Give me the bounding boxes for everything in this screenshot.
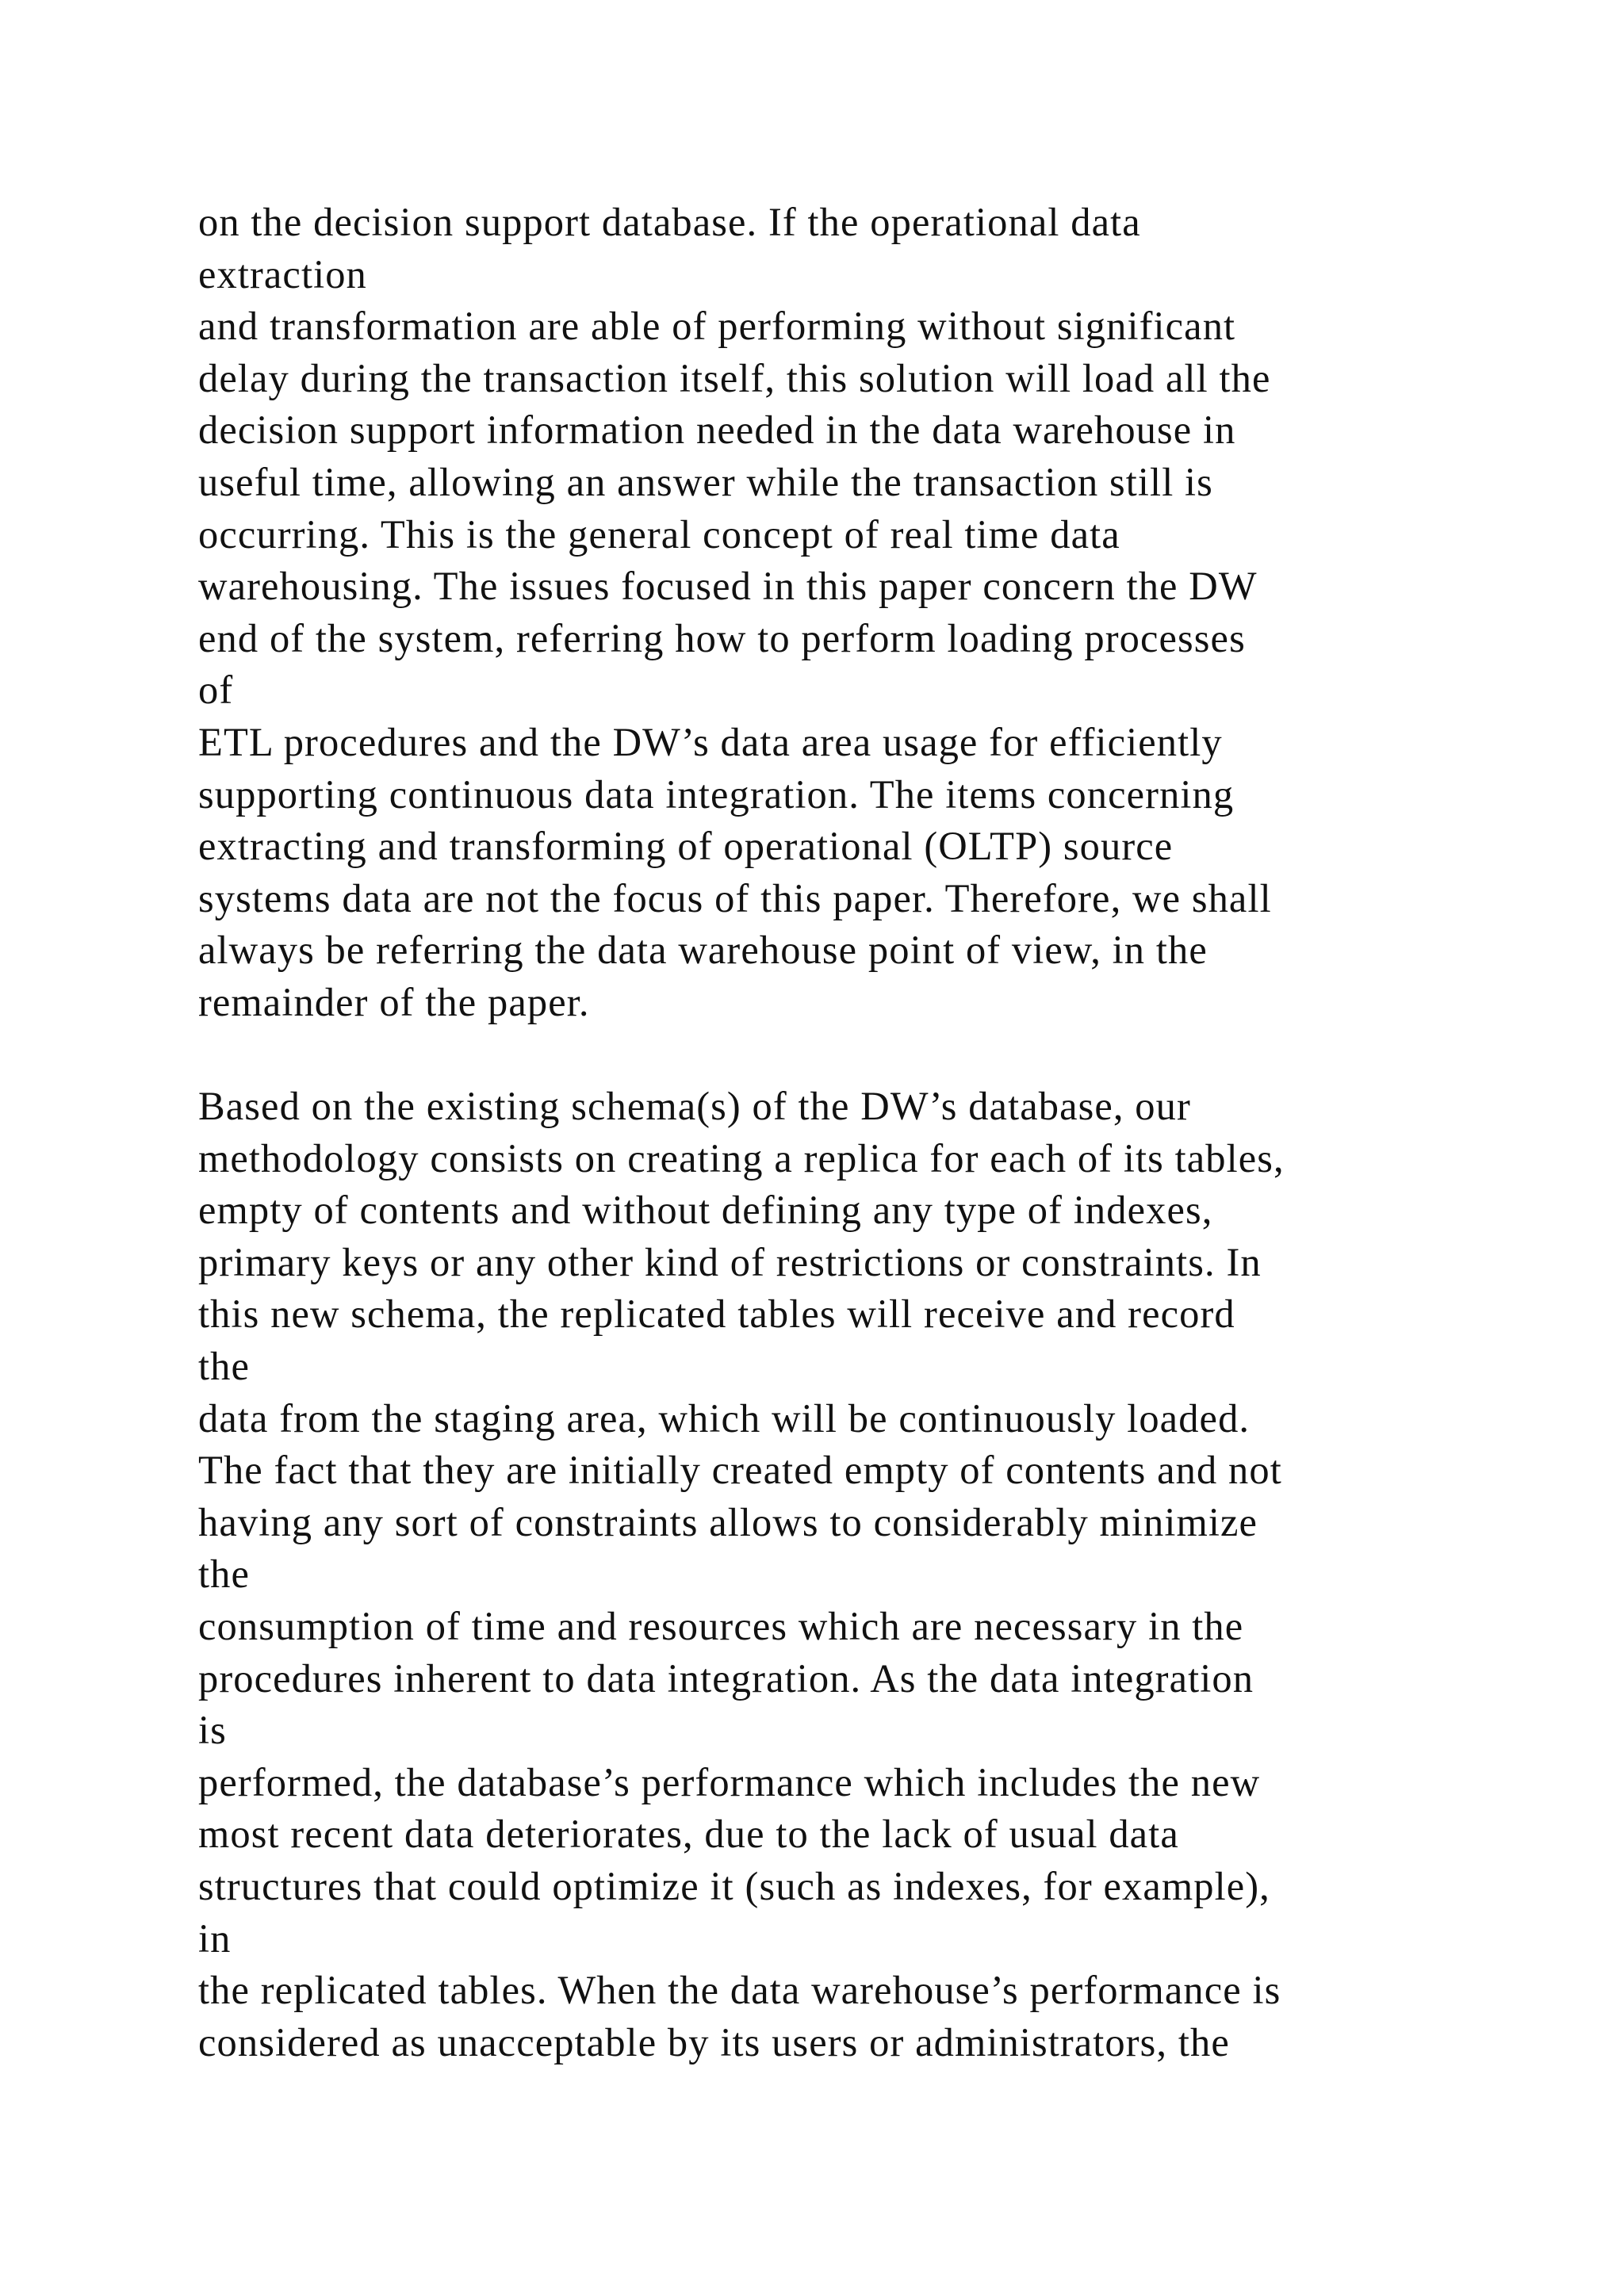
text-line: the — [198, 1344, 250, 1389]
paragraph — [198, 1081, 1594, 2068]
text-line: The fact that they are initially created empty of contents and not — [198, 1448, 1282, 1493]
text-line: having any sort of constraints allows to considerably minimize — [198, 1499, 1258, 1544]
text-line: empty of contents and without defining any type of indexes, — [198, 1188, 1213, 1233]
text-line: extracting and transforming of operational (OLTP) source — [198, 824, 1174, 869]
text-line: is — [198, 1708, 227, 1753]
text-line: on the decision support database. If the operational data — [198, 200, 1141, 244]
text-line: considered as unacceptable by its users or administrators, the — [198, 2019, 1230, 2064]
paragraph-gap — [198, 1029, 1594, 1081]
text-line: supporting continuous data integration. The items concerning — [198, 771, 1235, 817]
text-line: primary keys or any other kind of restrictions or constraints. In — [198, 1239, 1262, 1284]
text-line: performed, the database’s performance which includes the new — [198, 1759, 1261, 1804]
text-line: this new schema, the replicated tables will receive and record — [198, 1292, 1235, 1337]
text-line: ETL procedures and the DW’s data area usage for efficiently — [198, 719, 1223, 764]
text-line: always be referring the data warehouse point of view, in the — [198, 928, 1208, 973]
document-body — [198, 197, 1594, 2068]
text-line: Based on the existing schema(s) of the DW’s database, our — [198, 1084, 1191, 1129]
text-line: decision support information needed in the data warehouse in — [198, 408, 1236, 453]
text-line: and transformation are able of performing without significant — [198, 304, 1236, 349]
text-line: methodology consists on creating a replica for each of its tables, — [198, 1135, 1285, 1181]
text-line: the replicated tables. When the data warehouse’s performance is — [198, 1968, 1281, 2013]
text-line: delay during the transaction itself, this solution will load all the — [198, 355, 1271, 400]
text-line: procedures inherent to data integration. As the data integration — [198, 1655, 1254, 1701]
text-line: structures that could optimize it (such as indexes, for example), — [198, 1864, 1270, 1908]
text-line: of — [198, 668, 234, 713]
text-line: in — [198, 1915, 232, 1961]
text-line: useful time, allowing an answer while the transaction still is — [198, 459, 1213, 504]
text-line: warehousing. The issues focused in this paper concern the DW — [198, 564, 1258, 609]
text-line: occurring. This is the general concept of real time data — [198, 511, 1120, 557]
paragraph — [198, 197, 1594, 1029]
text-line: systems data are not the focus of this paper. Therefore, we shall — [198, 875, 1272, 920]
text-line: the — [198, 1552, 250, 1597]
text-line: end of the system, referring how to perform loading processes — [198, 615, 1246, 660]
text-line: remainder of the paper. — [198, 979, 590, 1024]
text-line: extraction — [198, 251, 367, 297]
text-line: most recent data deteriorates, due to the lack of usual data — [198, 1812, 1179, 1857]
text-line: data from the staging area, which will be continuously loaded. — [198, 1395, 1251, 1441]
text-line: consumption of time and resources which are necessary in the — [198, 1604, 1244, 1649]
